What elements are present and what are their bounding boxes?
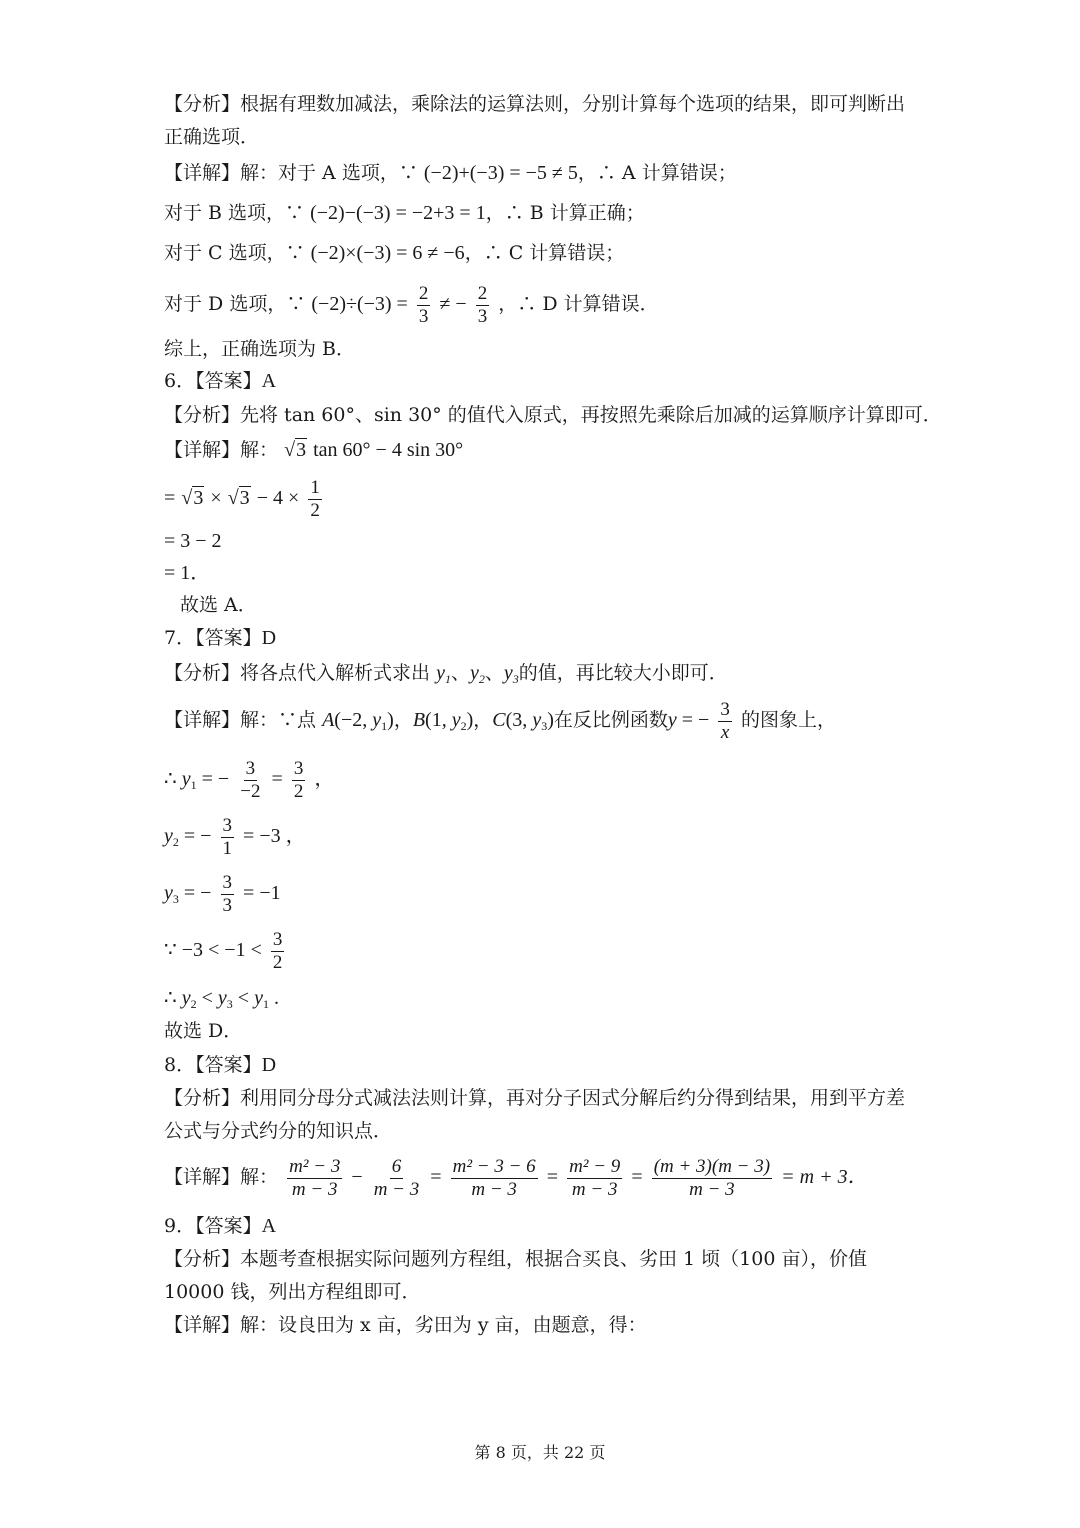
q7-detail: 【详解】解：∵点 A(−2, $y_1$)，B(1, $y_2$)，C(3, $y_3$)在反比例函数y = − $\frac{3}{x}$ 的图象上， xyxy=(164,698,836,743)
analysis-tag: 【分析】 xyxy=(164,93,241,115)
q7-answer: 7．【答案】D xyxy=(164,627,277,649)
q5-detail-b: 对于 B 选项，∵ (−2)−(−3) = −2+3 = 1，∴ B 计算正确； xyxy=(164,202,645,224)
q5-analysis-line2: 正确选项． xyxy=(164,126,260,148)
sqrt: √3 xyxy=(284,439,307,461)
q5-detail-a: 【详解】解：对于 A 选项，∵ (−2)+(−3) = −5 ≠ 5，∴ A 计算错误； xyxy=(164,162,737,184)
q6-answer: 6．【答案】A xyxy=(164,370,277,392)
q7-compare: ∵ −3 < −1 < $\frac{3}{2}$ xyxy=(164,928,283,973)
q6-step1: = √3 × √3 − 4 × $\frac{1}{2}$ xyxy=(164,476,320,521)
q5-analysis-line1: 【分析】根据有理数加减法，乘除法的运算法则，分别计算每个选项的结果，即可判断出 xyxy=(164,93,906,115)
q6-analysis: 【分析】先将 tan 60°、sin 30° 的值代入原式，再按照先乘除后加减的运算顺序计算即可． xyxy=(164,404,942,426)
fraction: $\frac{1}{2}$ xyxy=(310,476,320,521)
fraction: $\frac{2}{3}$ xyxy=(418,282,429,327)
q8-answer: 8．【答案】D xyxy=(164,1054,277,1076)
q7-y3: $y_3$ = − $\frac{3}{3}$ = −1 xyxy=(164,871,281,916)
q5-detail-d: 对于 D 选项，∵ (−2)÷(−3) = $\frac{2}{3}$ ≠ − $\frac{2}{3}$ ，∴ D 计算错误． xyxy=(164,282,659,327)
q8-analysis-line1: 【分析】利用同分母分式减法法则计算，再对分子因式分解后约分得到结果，用到平方差 xyxy=(164,1087,906,1109)
detail-tag: 【详解】 xyxy=(164,162,241,184)
q5-conclusion: 综上，正确选项为 B． xyxy=(164,338,356,360)
q5-detail-c: 对于 C 选项，∵ (−2)×(−3) = 6 ≠ −6，∴ C 计算错误； xyxy=(164,242,625,264)
q9-answer: 9．【答案】A xyxy=(164,1215,277,1237)
q6-step3: = 1． xyxy=(164,562,211,584)
q7-choose: 故选 D． xyxy=(164,1020,243,1042)
q9-analysis-line2: 10000 钱，列出方程组即可． xyxy=(164,1281,421,1303)
q7-analysis: 【分析】将各点代入解析式求出 $y_1$、$y_2$、$y_3$的值，再比较大小即可． xyxy=(164,662,728,686)
q9-analysis-line1: 【分析】本题考查根据实际问题列方程组，根据合买良、劣田 1 顷（100 亩），价值 xyxy=(164,1248,867,1270)
q8-analysis-line2: 公式与分式约分的知识点． xyxy=(164,1120,393,1142)
q6-step2: = 3 − 2 xyxy=(164,530,222,552)
q9-detail: 【详解】解：设良田为 x 亩，劣田为 y 亩，由题意，得： xyxy=(164,1314,647,1336)
q6-detail: 【详解】解： √3 tan 60° − 4 sin 30° xyxy=(164,439,464,461)
q8-detail: 【详解】解： $\frac{\text{m² − 3}}{m - 3}$ − $\frac{6}{m - 3}$ = $\frac{\text{m² − 3 − 6}}{m - 3}$ = $\frac{\text{m² − 9}}{m - 3}$ = $\frac{(m + 3)(m - 3)}{m - 3}$ = m + 3． xyxy=(164,1155,868,1200)
q7-y2: $y_2$ = − $\frac{3}{1}$ = −3 ， xyxy=(164,814,306,859)
q7-y1: ∴ $y_1$ = − $\frac{3}{-2}$ = $\frac{3}{2}$ ， xyxy=(164,757,335,802)
q6-choose: 故选 A． xyxy=(180,594,257,616)
q7-result: ∴ $y_2 < y_3 < y_1$ . xyxy=(164,987,279,1011)
page-footer: 第 8 页，共 22 页 xyxy=(474,1443,606,1462)
fraction: $\frac{2}{3}$ xyxy=(477,282,488,327)
fraction: $\frac{3}{x}$ xyxy=(720,698,730,743)
